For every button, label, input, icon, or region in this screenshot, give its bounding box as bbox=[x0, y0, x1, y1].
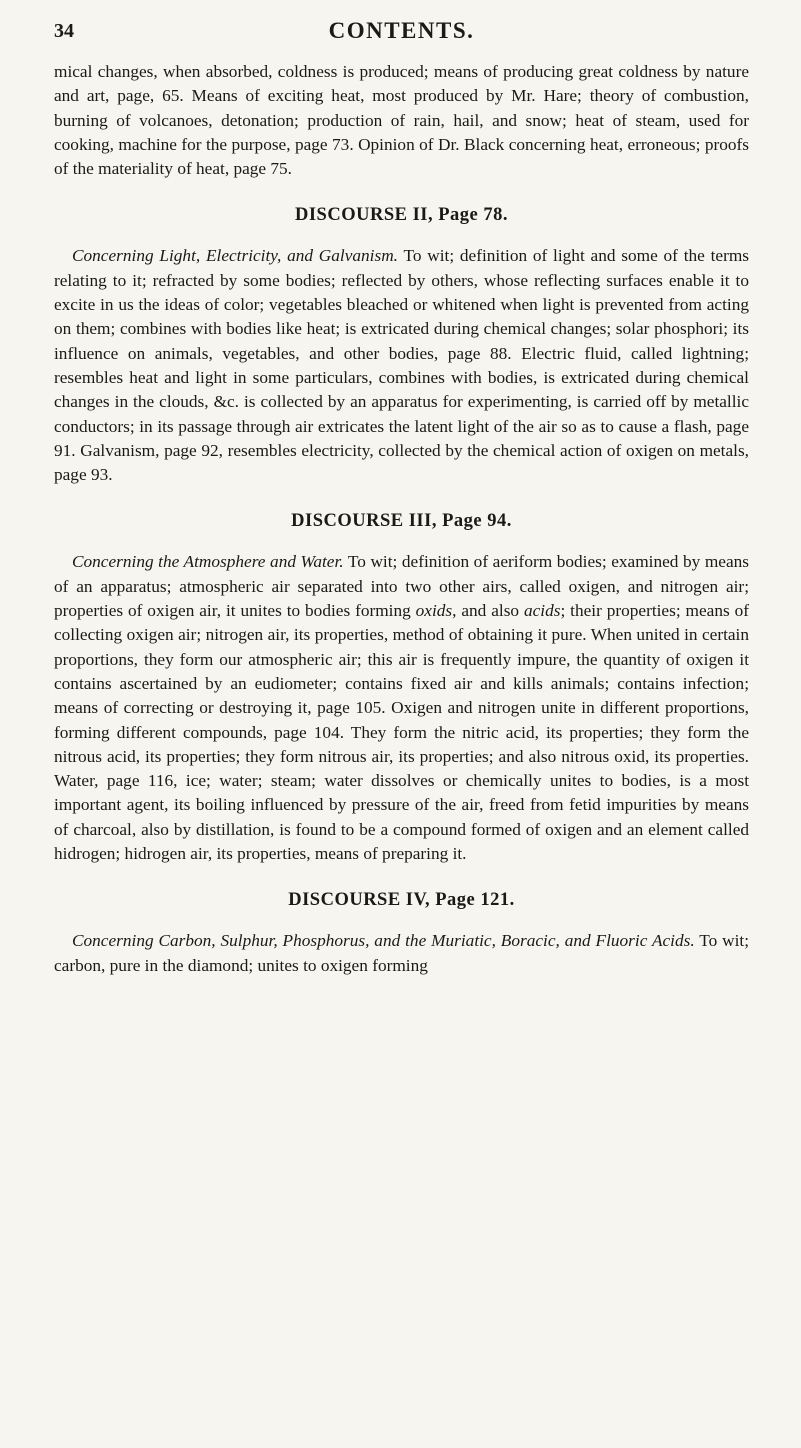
discourse-subject: Concerning Light, Electricity, and Galvanism. bbox=[72, 246, 398, 266]
discourse-subject: Concerning the Atmosphere and Water. bbox=[72, 552, 344, 572]
discourse-summary: To wit; definition of aeriform bodies; examined by means of an apparatus; atmospheric air separated into two other airs, called oxigen, and nitrogen air; properties of oxigen air, it unites to bodies forming bbox=[54, 552, 750, 621]
discourse-summary: To wit; definition of light and some of the terms relating to it; refracted by some bodies; reflected by others, whose reflecting surfaces enable it to excite in us the ideas of color; vegetables bleached or whitened when light is prevented from acting on them; combines with bodies like heat; is extricated during chemical changes; solar phosphori; its influence on animals, vegetables, and other bodies, page 88. Electric fluid, called lightning; resembles heat and light in some particulars, combines with bodies, is extricated during chemical changes in the clouds, &c. is collected by an apparatus for experimenting, is carried off by metallic conductors; in its passage through air extricates the latent light of the air so as to cause a flash, page 91. Galvanism, page 92, resembles electricity, collected by the chemical action of oxigen on metals, page 93. bbox=[54, 246, 749, 485]
discourse-subject: Concerning Carbon, Sulphur, Phosphorus, and the Muriatic, Boracic, and Fluoric Acids. bbox=[72, 931, 695, 951]
running-head bbox=[54, 20, 749, 60]
discourse-heading: DISCOURSE IV, Page 121. bbox=[288, 890, 515, 911]
italic-term: oxids bbox=[415, 601, 453, 621]
discourse-heading: DISCOURSE III, Page 94. bbox=[291, 511, 512, 532]
discourse-paragraph bbox=[54, 929, 749, 978]
discourse-2 bbox=[54, 205, 749, 487]
intro-paragraph: mical changes, when absorbed, coldness is produced; means of producing great coldness by nature and art, page, 65. Means of exciting heat, most produced by Mr. Hare; theory of combustion, burning of volcanoes, detonation; production of rain, hail, and snow; heat of steam, used for cooking, machine for the purpose, page 73. Opinion of Dr. Black concerning heat, erroneous; proofs of the materiality of heat, page 75. bbox=[54, 62, 749, 179]
discourse-4 bbox=[54, 890, 749, 978]
running-title: CONTENTS. bbox=[328, 18, 475, 43]
italic-term: acids bbox=[523, 601, 561, 621]
discourse-heading: DISCOURSE II, Page 78. bbox=[295, 205, 508, 226]
discourse-summary: ; their properties; means of collecting oxigen air; nitrogen air, its properties, method of obtaining it pure. When united in certain proportions, they form our atmospheric air; this air is frequently impure, the quantity of oxigen it contains ascertained by an eudiometer; contains fixed air and kills animals; contains infection; means of correcting or destroying it, page 105. Oxigen and nitrogen unite in different proportions, forming different compounds, page 104. They form the nitric acid, its properties; they form the nitrous acid, its properties; they form nitrous air, its properties; and also nitrous oxid, its properties. Water, page 116, ice; water; steam; water dissolves or chemically unites to bodies, is a most important agent, its boiling influenced by pressure of the air, freed from fetid impurities by means of charcoal, also by distillation, is found to be a compound formed of oxigen and an element called hidrogen; hidrogen air, its properties, means of preparing it. bbox=[54, 601, 749, 864]
discourse-summary: To wit; carbon, pure in the diamond; unites to oxigen forming bbox=[54, 931, 749, 975]
page-number: 34 bbox=[54, 20, 74, 42]
discourse-paragraph bbox=[54, 244, 749, 487]
discourse-3 bbox=[54, 511, 749, 866]
discourse-paragraph bbox=[54, 550, 749, 866]
discourse-summary: , and also bbox=[452, 601, 524, 621]
